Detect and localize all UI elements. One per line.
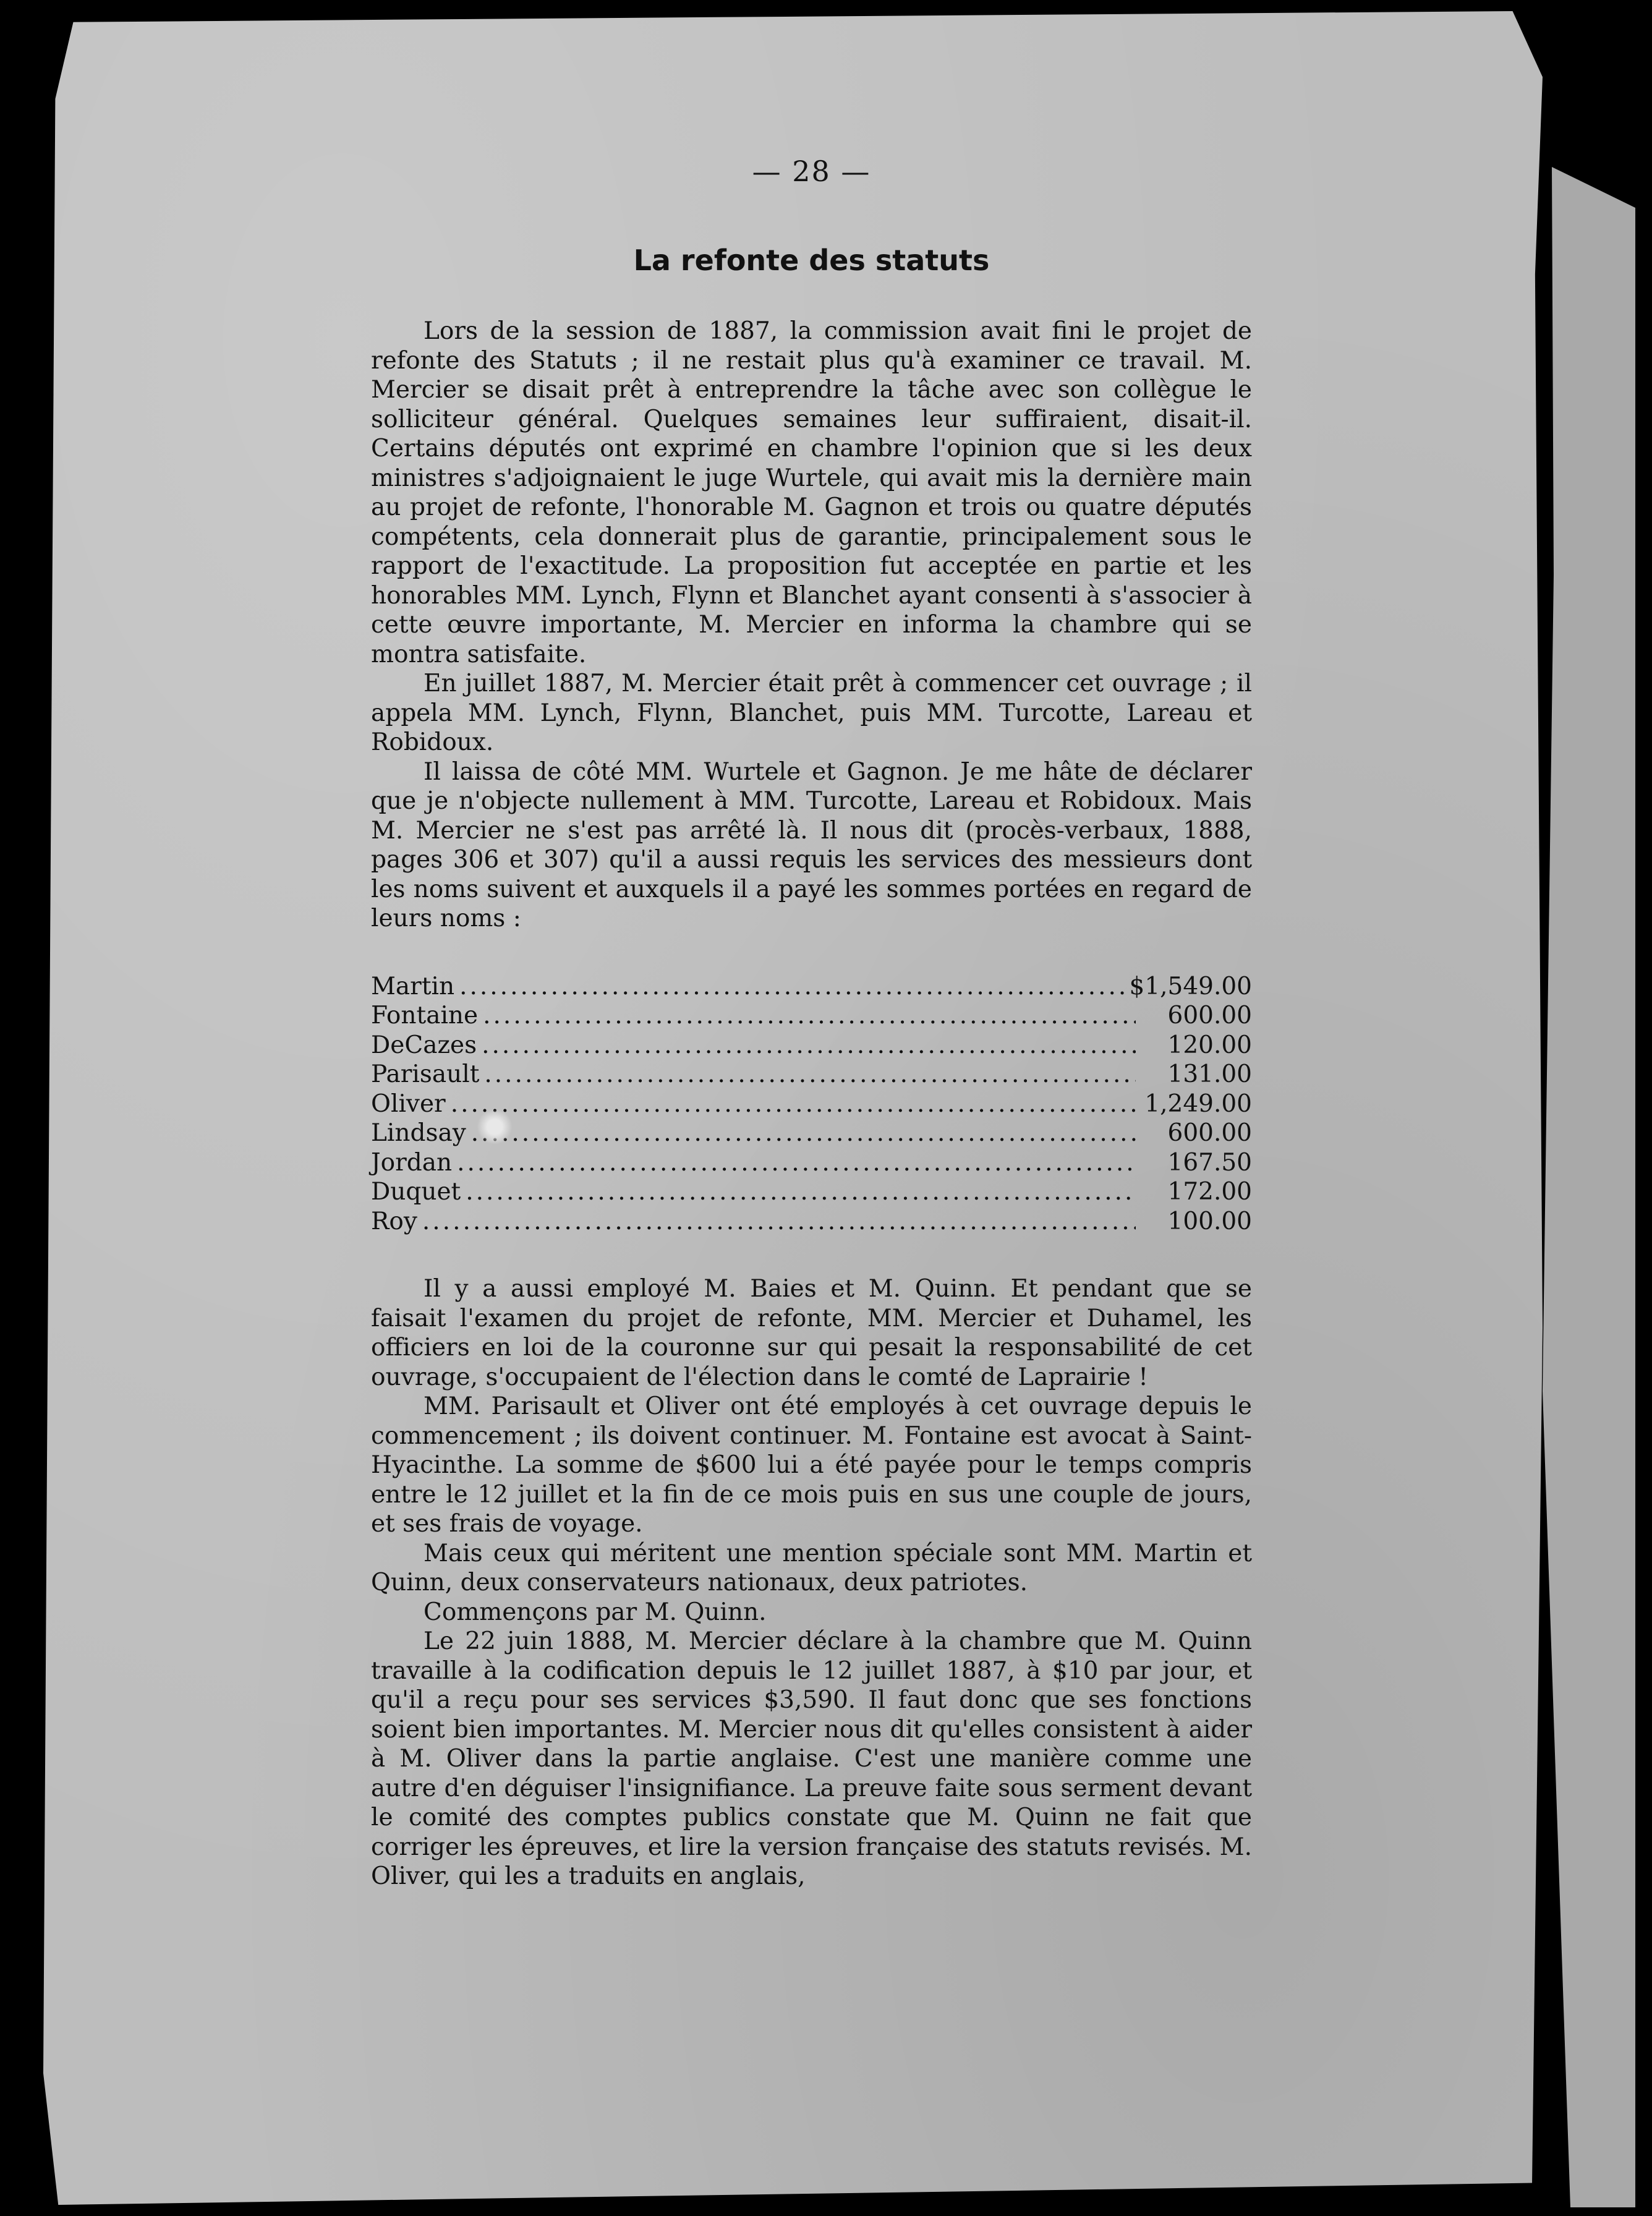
page-text-block bbox=[371, 155, 1252, 1891]
payment-amount: 131.00 bbox=[1167, 1060, 1252, 1088]
payment-row bbox=[371, 1060, 1252, 1089]
paragraph: Lors de la session de 1887, la commission avait fini le projet de refonte des Statuts ; il ne restait plus qu'à examiner ce travail. M. Mercier se disait prêt à entreprendre la tâche avec son collègue le solliciteur général. Quelques semaines leur suffiraient, disait-il. Certains députés ont exprimé en chambre l'opinion que si les deux ministres s'adjoignaient le juge Wurtele, qui avait mis la dernière main au projet de refonte, l'honorable M. Gagnon et trois ou quatre députés compétents, cela donnerait plus de garantie, principalement sous le rapport de l'exactitude. La proposition fut acceptée en partie et les honorables MM. Lynch, Flynn et Blanchet ayant consenti à s'associer à cette œuvre importante, M. Mercier en informa la chambre qui se montra satisfaite. bbox=[371, 317, 1252, 668]
payment-amount: 100.00 bbox=[1167, 1207, 1252, 1235]
payment-amount: 120.00 bbox=[1167, 1031, 1252, 1059]
paragraph: Il laissa de côté MM. Wurtele et Gagnon. Je me hâte de déclarer que je n'objecte nullement à MM. Turcotte, Lareau et Robidoux. Mais M. Mercier ne s'est pas arrêté là. Il nous dit (procès-verbaux, 1888, pages 306 et 307) qu'il a aussi requis les services des messieurs dont les noms suivent et auxquels il a payé les sommes portées en regard de leurs noms : bbox=[371, 757, 1252, 932]
next-page-edge bbox=[1543, 167, 1635, 2207]
payment-amount: 600.00 bbox=[1167, 1002, 1252, 1029]
dot-leader bbox=[483, 1001, 1136, 1031]
paragraph: Commençons par M. Quinn. bbox=[424, 1598, 767, 1626]
payment-row bbox=[371, 1031, 1252, 1060]
payee-name: Oliver bbox=[371, 1089, 446, 1118]
payment-row bbox=[371, 1148, 1252, 1178]
dot-leader bbox=[482, 1031, 1136, 1060]
payee-name: Roy bbox=[371, 1207, 417, 1235]
payment-amount: 600.00 bbox=[1167, 1119, 1252, 1147]
scan-smudge bbox=[476, 1110, 513, 1144]
payment-row bbox=[371, 1001, 1252, 1031]
dot-leader bbox=[466, 1177, 1136, 1207]
section-title: La refonte des statuts bbox=[633, 244, 990, 277]
dot-leader bbox=[484, 1060, 1136, 1089]
payment-amount: 1,249.00 bbox=[1144, 1089, 1252, 1118]
dot-leader bbox=[457, 1148, 1136, 1178]
paragraph: Le 22 juin 1888, M. Mercier déclare à la chambre que M. Quinn travaille à la codification depuis le 12 juillet 1887, à $10 par jour, et qu'il a reçu pour ses services $3,590. Il faut donc que ses fonctions soient bien importantes. M. Mercier nous dit qu'elles consistent à aider à M. Oliver dans la partie anglaise. C'est une manière comme une autre d'en déguiser l'insignifiance. La preuve faite sous serment devant le comité des comptes publics constate que M. Quinn ne fait que corriger les épreuves, et lire la version française des statuts revisés. M. Oliver, qui les a traduits en anglais, bbox=[371, 1627, 1252, 1890]
payment-amount: 167.50 bbox=[1167, 1148, 1252, 1177]
payment-row bbox=[371, 1177, 1252, 1207]
paragraph: Mais ceux qui méritent une mention spéciale sont MM. Martin et Quinn, deux conservateurs nationaux, deux patriotes. bbox=[371, 1539, 1252, 1596]
payee-name: Parisault bbox=[371, 1060, 480, 1088]
payment-amount: 172.00 bbox=[1167, 1178, 1252, 1206]
payee-name: Duquet bbox=[371, 1178, 461, 1206]
dot-leader bbox=[471, 1119, 1136, 1148]
payee-name: Jordan bbox=[371, 1148, 453, 1177]
dot-leader bbox=[451, 1089, 1136, 1119]
payment-amount: $1,549.00 bbox=[1129, 972, 1252, 1000]
payee-name: DeCazes bbox=[371, 1031, 477, 1059]
payment-row bbox=[371, 1207, 1252, 1237]
payee-name: Lindsay bbox=[371, 1119, 466, 1147]
paragraph: MM. Parisault et Oliver ont été employés à cet ouvrage depuis le commencement ; ils doivent continuer. M. Fontaine est avocat à Saint-Hyacinthe. La somme de $600 lui a été payée pour le temps compris entre le 12 juillet et la fin de ce mois puis en sus une couple de jours, et ses frais de voyage. bbox=[371, 1392, 1252, 1538]
dot-leader bbox=[422, 1207, 1136, 1237]
page-number: — 28 — bbox=[752, 155, 871, 188]
payee-name: Martin bbox=[371, 972, 455, 1000]
dot-leader bbox=[459, 972, 1124, 1002]
paragraph: Il y a aussi employé M. Baies et M. Quinn. Et pendant que se faisait l'examen du projet de refonte, MM. Mercier et Duhamel, les officiers en loi de la couronne sur qui pesait la responsabilité de cet ouvrage, s'occupaient de l'élection dans le comté de Laprairie ! bbox=[371, 1275, 1252, 1391]
payee-name: Fontaine bbox=[371, 1002, 479, 1029]
payment-row bbox=[371, 972, 1252, 1002]
paragraph: En juillet 1887, M. Mercier était prêt à commencer cet ouvrage ; il appela MM. Lynch, Flynn, Blanchet, puis MM. Turcotte, Lareau et Robidoux. bbox=[371, 670, 1252, 756]
payments-list bbox=[371, 972, 1252, 1237]
